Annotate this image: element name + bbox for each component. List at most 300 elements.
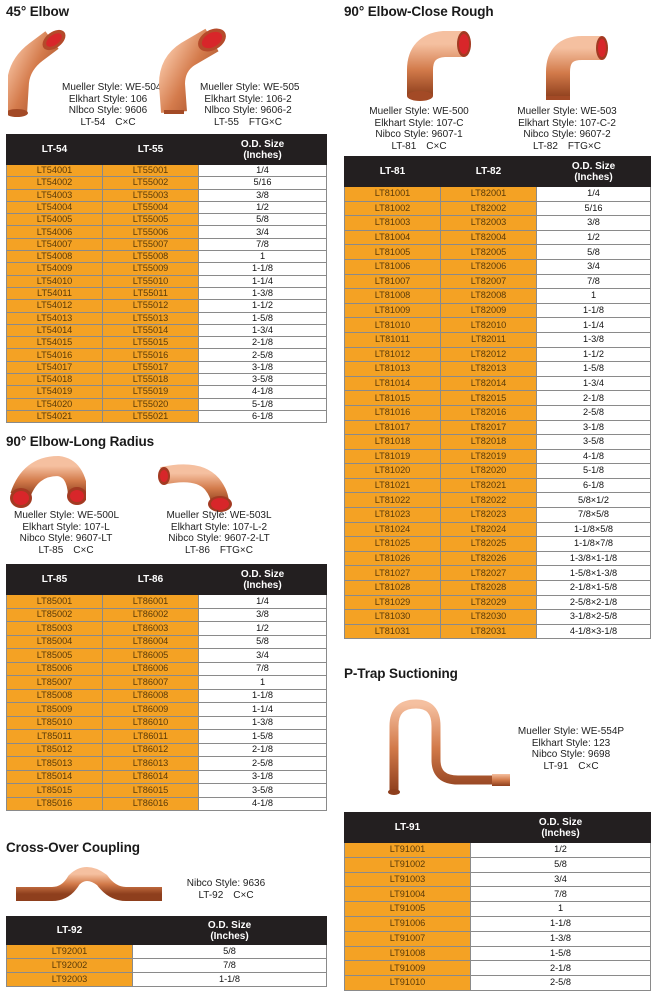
- table-row: [345, 420, 651, 435]
- part-number-cell: LT81005: [345, 245, 441, 260]
- part-number-cell: LT81007: [345, 274, 441, 289]
- part-number-cell: LT81006: [345, 259, 441, 274]
- table-row: [7, 410, 327, 422]
- style-info-lt91: [514, 726, 628, 772]
- part-number-cell: LT54019: [7, 386, 103, 398]
- section-elbow-45: [6, 2, 336, 432]
- size-cell: 2-5/8×2-1/8: [537, 595, 651, 610]
- style-line: LT-81 C×C: [391, 140, 447, 152]
- size-cell: 2-1/8: [537, 391, 651, 406]
- part-number-cell: LT82009: [441, 303, 537, 318]
- table-row: [345, 303, 651, 318]
- size-cell: 1/2: [471, 843, 651, 858]
- part-number-cell: LT54021: [7, 410, 103, 422]
- style-info-lt86: [164, 510, 274, 556]
- table-row: [345, 843, 651, 858]
- part-number-cell: LT82002: [441, 201, 537, 216]
- style-line: Nibco Style: 9636: [186, 878, 266, 889]
- size-cell: 1-1/8: [471, 916, 651, 931]
- column-header-size: [537, 157, 651, 187]
- part-number-cell: LT81025: [345, 537, 441, 552]
- part-number-cell: LT92001: [7, 945, 133, 959]
- table-row: [7, 649, 327, 663]
- size-cell: 7/8×5/8: [537, 508, 651, 523]
- size-cell: 3/8: [199, 189, 327, 201]
- size-cell: 5/8: [133, 945, 327, 959]
- part-number-cell: LT54002: [7, 177, 103, 189]
- part-number-cell: LT81009: [345, 303, 441, 318]
- part-number-cell: LT82024: [441, 522, 537, 537]
- table-row: [7, 189, 327, 201]
- part-number-cell: LT55003: [103, 189, 199, 201]
- header-line: (Inches): [243, 579, 282, 591]
- size-cell: 2-1/8: [199, 743, 327, 757]
- part-number-cell: LT81019: [345, 449, 441, 464]
- part-number-cell: LT91010: [345, 976, 471, 991]
- part-number-cell: LT85001: [7, 595, 103, 609]
- style-line: Nlbco Style: 9606-2: [204, 105, 292, 116]
- part-number-cell: LT81028: [345, 581, 441, 596]
- part-number-cell: LT55021: [103, 410, 199, 422]
- table-row: [345, 245, 651, 260]
- part-number-cell: LT85006: [7, 662, 103, 676]
- style-line: Elkhart Style: 107-C-2: [518, 117, 616, 129]
- table-row: [345, 318, 651, 333]
- part-number-cell: LT82012: [441, 347, 537, 362]
- section-cross-over-coupling: [6, 840, 336, 998]
- table-row: [7, 703, 327, 717]
- size-cell: 5-1/8: [199, 398, 327, 410]
- table-row: [7, 689, 327, 703]
- section-title: Cross-Over Coupling: [6, 840, 140, 855]
- column-header: LT-82: [441, 157, 537, 187]
- part-number-cell: LT55009: [103, 263, 199, 275]
- cross-over-coupling-icon: [14, 862, 164, 904]
- size-cell: 3-1/8: [199, 770, 327, 784]
- table-row: [7, 757, 327, 771]
- part-number-cell: LT54011: [7, 287, 103, 299]
- part-number-cell: LT55008: [103, 251, 199, 263]
- table-row: [345, 857, 651, 872]
- table-row: [345, 478, 651, 493]
- part-number-cell: LT82014: [441, 376, 537, 391]
- style-line: LT-86 FTG×C: [185, 544, 253, 556]
- column-header: LT-54: [7, 135, 103, 165]
- size-cell: 1: [199, 251, 327, 263]
- spec-table-elbow-45: [6, 134, 327, 423]
- table-row: [7, 300, 327, 312]
- part-number-cell: LT81023: [345, 508, 441, 523]
- part-number-cell: LT82021: [441, 478, 537, 493]
- part-number-cell: LT85003: [7, 622, 103, 636]
- part-number-cell: LT81003: [345, 216, 441, 231]
- part-number-cell: LT86014: [103, 770, 199, 784]
- column-header-size: [199, 565, 327, 595]
- part-number-cell: LT86013: [103, 757, 199, 771]
- part-number-cell: LT91005: [345, 902, 471, 917]
- part-number-cell: LT81002: [345, 201, 441, 216]
- part-number-cell: LT81013: [345, 362, 441, 377]
- style-line: Nibco Style: 9607-1: [375, 129, 463, 140]
- table-row: [7, 263, 327, 275]
- table-row: [7, 287, 327, 299]
- part-number-cell: LT91007: [345, 931, 471, 946]
- table-row: [345, 946, 651, 961]
- part-number-cell: LT86008: [103, 689, 199, 703]
- table-row: [7, 165, 327, 177]
- part-number-cell: LT86009: [103, 703, 199, 717]
- style-line: LT-54 C×C: [80, 116, 136, 128]
- table-row: [7, 770, 327, 784]
- part-number-cell: LT81022: [345, 493, 441, 508]
- part-number-cell: LT86007: [103, 676, 199, 690]
- table-row: [7, 238, 327, 250]
- style-line: LT-82 FTG×C: [533, 140, 601, 152]
- part-number-cell: LT82003: [441, 216, 537, 231]
- part-number-cell: LT82022: [441, 493, 537, 508]
- table-row: [7, 349, 327, 361]
- table-row: [7, 312, 327, 324]
- size-cell: 7/8: [199, 238, 327, 250]
- header-line: O.D. Size: [207, 919, 252, 931]
- table-row: [7, 251, 327, 263]
- header-line: O.D. Size: [240, 568, 285, 580]
- column-header: LT-91: [345, 813, 471, 843]
- p-trap-icon: [374, 696, 514, 796]
- style-line: Nibco Style: 9607-LT: [19, 533, 113, 544]
- part-number-cell: LT54013: [7, 312, 103, 324]
- size-cell: 3-1/8: [537, 420, 651, 435]
- size-cell: 1-1/8: [199, 689, 327, 703]
- part-number-cell: LT55013: [103, 312, 199, 324]
- spec-table-cross-over-coupling: [6, 916, 327, 987]
- table-row: [345, 624, 651, 639]
- header-line: (Inches): [574, 171, 613, 183]
- size-cell: 2-5/8: [471, 976, 651, 991]
- part-number-cell: LT55004: [103, 201, 199, 213]
- part-number-cell: LT82011: [441, 332, 537, 347]
- part-number-cell: LT86012: [103, 743, 199, 757]
- table-row: [345, 872, 651, 887]
- table-row: [7, 797, 327, 811]
- part-number-cell: LT82004: [441, 230, 537, 245]
- part-number-cell: LT86005: [103, 649, 199, 663]
- part-number-cell: LT54020: [7, 398, 103, 410]
- size-cell: 4-1/8×3-1/8: [537, 624, 651, 639]
- part-number-cell: LT82026: [441, 551, 537, 566]
- size-cell: 1-3/8: [199, 716, 327, 730]
- part-number-cell: LT81029: [345, 595, 441, 610]
- size-cell: 3-1/8×2-5/8: [537, 610, 651, 625]
- part-number-cell: LT86004: [103, 635, 199, 649]
- part-number-cell: LT91004: [345, 887, 471, 902]
- table-header-row: [345, 813, 651, 843]
- table-row: [345, 405, 651, 420]
- table-row: [7, 324, 327, 336]
- size-cell: 7/8: [471, 887, 651, 902]
- style-line: Elkhart Style: 107-L: [22, 521, 110, 533]
- table-row: [345, 347, 651, 362]
- header-line: (Inches): [210, 930, 249, 942]
- part-number-cell: LT85007: [7, 676, 103, 690]
- part-number-cell: LT82028: [441, 581, 537, 596]
- elbow-90-close-ftg-icon: [540, 26, 614, 102]
- part-number-cell: LT55007: [103, 238, 199, 250]
- table-row: [7, 635, 327, 649]
- table-row: [345, 376, 651, 391]
- part-number-cell: LT91002: [345, 857, 471, 872]
- table-row: [345, 916, 651, 931]
- table-row: [345, 259, 651, 274]
- table-row: [7, 275, 327, 287]
- size-cell: 7/8: [133, 959, 327, 973]
- size-cell: 3/4: [537, 259, 651, 274]
- table-row: [345, 931, 651, 946]
- size-cell: 1-3/4: [199, 324, 327, 336]
- column-header: LT-85: [7, 565, 103, 595]
- style-info-lt55: [200, 82, 300, 128]
- part-number-cell: LT82018: [441, 435, 537, 450]
- part-number-cell: LT85004: [7, 635, 103, 649]
- size-cell: 5/8: [471, 857, 651, 872]
- size-cell: 1: [537, 289, 651, 304]
- table-row: [345, 961, 651, 976]
- size-cell: 6-1/8: [199, 410, 327, 422]
- table-header-row: [7, 917, 327, 945]
- size-cell: 5/8: [199, 635, 327, 649]
- column-header: LT-86: [103, 565, 199, 595]
- part-number-cell: LT82017: [441, 420, 537, 435]
- style-info-lt85: [14, 510, 118, 556]
- table-row: [7, 398, 327, 410]
- style-line: Mueller Style: WE-554P: [517, 726, 625, 737]
- size-cell: 4-1/8: [199, 386, 327, 398]
- elbow-45-icon: [8, 22, 68, 117]
- table-header-row: [7, 565, 327, 595]
- part-number-cell: LT81011: [345, 332, 441, 347]
- style-line: LT-85 C×C: [38, 544, 94, 556]
- size-cell: 2-1/8: [199, 337, 327, 349]
- size-cell: 5/16: [199, 177, 327, 189]
- column-header-size: [471, 813, 651, 843]
- style-line: Nibco Style: 9698: [531, 749, 611, 760]
- table-row: [7, 374, 327, 386]
- part-number-cell: LT55020: [103, 398, 199, 410]
- part-number-cell: LT85002: [7, 608, 103, 622]
- part-number-cell: LT82010: [441, 318, 537, 333]
- size-cell: 1-5/8: [199, 730, 327, 744]
- table-row: [7, 730, 327, 744]
- table-row: [345, 230, 651, 245]
- part-number-cell: LT81014: [345, 376, 441, 391]
- size-cell: 3/8: [537, 216, 651, 231]
- part-number-cell: LT82005: [441, 245, 537, 260]
- part-number-cell: LT86002: [103, 608, 199, 622]
- part-number-cell: LT81018: [345, 435, 441, 450]
- size-cell: 2-5/8: [199, 349, 327, 361]
- table-row: [7, 959, 327, 973]
- section-p-trap-suctioning: [344, 666, 650, 998]
- size-cell: 5/16: [537, 201, 651, 216]
- table-row: [7, 361, 327, 373]
- part-number-cell: LT54015: [7, 337, 103, 349]
- size-cell: 1-5/8: [537, 362, 651, 377]
- style-info-lt92: [178, 878, 274, 901]
- part-number-cell: LT55011: [103, 287, 199, 299]
- header-line: O.D. Size: [538, 816, 583, 828]
- style-line: Mueller Style: WE-504: [62, 82, 162, 93]
- part-number-cell: LT85015: [7, 784, 103, 798]
- column-header: LT-92: [7, 917, 133, 945]
- section-title: 45° Elbow: [6, 4, 70, 19]
- section-title: P-Trap Suctioning: [344, 666, 458, 681]
- table-row: [345, 362, 651, 377]
- table-row: [7, 676, 327, 690]
- size-cell: 1/2: [537, 230, 651, 245]
- size-cell: 1-3/4: [537, 376, 651, 391]
- table-row: [7, 226, 327, 238]
- part-number-cell: LT54005: [7, 214, 103, 226]
- header-line: O.D. Size: [571, 160, 616, 172]
- table-row: [345, 566, 651, 581]
- part-number-cell: LT82019: [441, 449, 537, 464]
- style-line: Elkhart Style: 107-L-2: [170, 521, 268, 533]
- table-row: [7, 784, 327, 798]
- size-cell: 1-1/4: [199, 703, 327, 717]
- spec-table-elbow-90-close-rough: [344, 156, 651, 639]
- table-row: [7, 177, 327, 189]
- size-cell: 1/4: [199, 165, 327, 177]
- column-header: LT-55: [103, 135, 199, 165]
- part-number-cell: LT81017: [345, 420, 441, 435]
- size-cell: 2-5/8: [199, 757, 327, 771]
- size-cell: 1: [471, 902, 651, 917]
- size-cell: 1: [199, 676, 327, 690]
- table-row: [345, 976, 651, 991]
- size-cell: 2-1/8×1-5/8: [537, 581, 651, 596]
- size-cell: 7/8: [537, 274, 651, 289]
- size-cell: 1-1/8: [537, 303, 651, 318]
- part-number-cell: LT86003: [103, 622, 199, 636]
- part-number-cell: LT54010: [7, 275, 103, 287]
- part-number-cell: LT81026: [345, 551, 441, 566]
- part-number-cell: LT81010: [345, 318, 441, 333]
- spec-table-p-trap-suctioning: [344, 812, 651, 991]
- section-elbow-90-close-rough: [344, 2, 650, 647]
- table-row: [7, 743, 327, 757]
- part-number-cell: LT86011: [103, 730, 199, 744]
- table-row: [7, 214, 327, 226]
- table-row: [345, 216, 651, 231]
- column-header-size: [133, 917, 327, 945]
- section-title: 90° Elbow-Close Rough: [344, 4, 494, 19]
- part-number-cell: LT82013: [441, 362, 537, 377]
- part-number-cell: LT55019: [103, 386, 199, 398]
- style-line: Mueller Style: WE-505: [200, 82, 300, 93]
- table-row: [7, 608, 327, 622]
- size-cell: 1-1/2: [199, 300, 327, 312]
- part-number-cell: LT81015: [345, 391, 441, 406]
- part-number-cell: LT86006: [103, 662, 199, 676]
- table-row: [345, 435, 651, 450]
- table-row: [7, 945, 327, 959]
- part-number-cell: LT54017: [7, 361, 103, 373]
- part-number-cell: LT82015: [441, 391, 537, 406]
- part-number-cell: LT54012: [7, 300, 103, 312]
- part-number-cell: LT86010: [103, 716, 199, 730]
- part-number-cell: LT81027: [345, 566, 441, 581]
- part-number-cell: LT91003: [345, 872, 471, 887]
- size-cell: 1-3/8: [471, 931, 651, 946]
- part-number-cell: LT91006: [345, 916, 471, 931]
- table-row: [7, 595, 327, 609]
- part-number-cell: LT55010: [103, 275, 199, 287]
- size-cell: 3/4: [471, 872, 651, 887]
- style-line: LT-91 C×C: [543, 760, 599, 772]
- part-number-cell: LT86015: [103, 784, 199, 798]
- part-number-cell: LT54003: [7, 189, 103, 201]
- table-row: [345, 610, 651, 625]
- size-cell: 1-1/8: [133, 973, 327, 987]
- part-number-cell: LT92003: [7, 973, 133, 987]
- size-cell: 1-3/8×1-1/8: [537, 551, 651, 566]
- table-row: [7, 201, 327, 213]
- part-number-cell: LT86016: [103, 797, 199, 811]
- part-number-cell: LT82030: [441, 610, 537, 625]
- size-cell: 7/8: [199, 662, 327, 676]
- part-number-cell: LT82016: [441, 405, 537, 420]
- size-cell: 1-1/8: [199, 263, 327, 275]
- style-line: Elkhart Style: 106-2: [204, 93, 292, 105]
- part-number-cell: LT55015: [103, 337, 199, 349]
- table-row: [345, 391, 651, 406]
- part-number-cell: LT54006: [7, 226, 103, 238]
- table-row: [7, 386, 327, 398]
- part-number-cell: LT55018: [103, 374, 199, 386]
- style-info-lt81: [364, 106, 474, 152]
- table-row: [7, 662, 327, 676]
- table-row: [345, 902, 651, 917]
- part-number-cell: LT82008: [441, 289, 537, 304]
- table-row: [345, 522, 651, 537]
- size-cell: 1-1/2: [537, 347, 651, 362]
- part-number-cell: LT55017: [103, 361, 199, 373]
- style-line: Elkhart Style: 106: [68, 93, 148, 105]
- table-row: [7, 622, 327, 636]
- size-cell: 1/4: [537, 187, 651, 202]
- size-cell: 1-5/8×1-3/8: [537, 566, 651, 581]
- header-line: (Inches): [541, 827, 580, 839]
- part-number-cell: LT91009: [345, 961, 471, 976]
- header-line: (Inches): [243, 149, 282, 161]
- size-cell: 1/2: [199, 201, 327, 213]
- part-number-cell: LT85008: [7, 689, 103, 703]
- table-row: [345, 595, 651, 610]
- part-number-cell: LT81031: [345, 624, 441, 639]
- part-number-cell: LT55005: [103, 214, 199, 226]
- size-cell: 1-1/8×7/8: [537, 537, 651, 552]
- size-cell: 1-3/8: [199, 287, 327, 299]
- column-header: LT-81: [345, 157, 441, 187]
- table-header-row: [7, 135, 327, 165]
- part-number-cell: LT85005: [7, 649, 103, 663]
- style-line: Mueller Style: WE-500: [369, 106, 469, 117]
- part-number-cell: LT82031: [441, 624, 537, 639]
- size-cell: 5/8×1/2: [537, 493, 651, 508]
- table-row: [345, 449, 651, 464]
- part-number-cell: LT55014: [103, 324, 199, 336]
- elbow-90-long-ftg-icon: [158, 458, 238, 514]
